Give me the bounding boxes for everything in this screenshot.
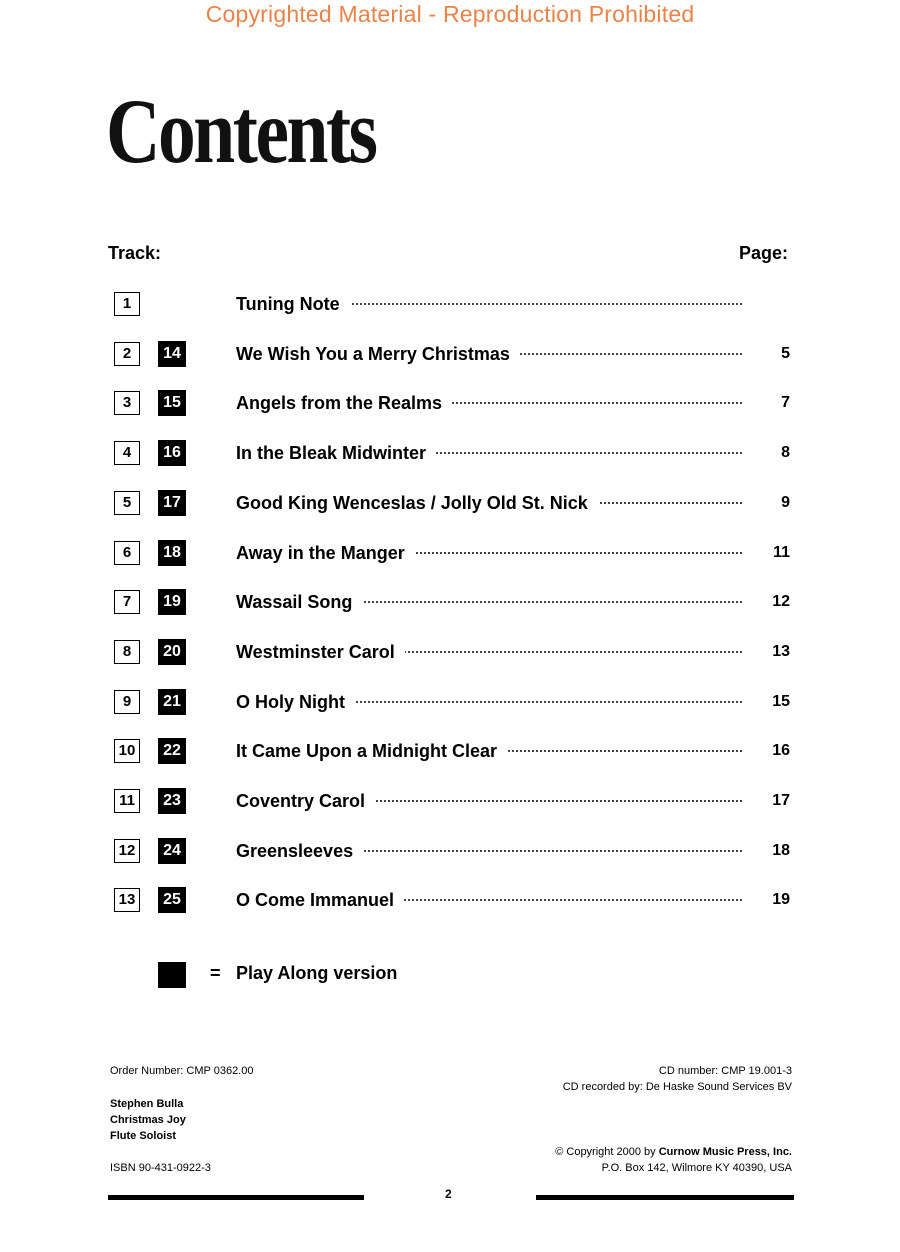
track-number-box: 6 (114, 541, 140, 565)
playalong-track-box: 16 (158, 440, 186, 466)
credit-instrument: Flute Soloist (110, 1130, 176, 1142)
page-number-ref: 16 (772, 742, 790, 759)
order-number: Order Number: CMP 0362.00 (110, 1065, 254, 1077)
song-title: Tuning Note (236, 291, 350, 317)
cd-number: CD number: CMP 19.001-3 (658, 1065, 792, 1077)
playalong-track-box: 18 (158, 540, 186, 566)
toc-row (0, 390, 900, 420)
track-header: Track: (108, 243, 162, 263)
song-title: It Came Upon a Midnight Clear (236, 738, 507, 764)
track-number-box: 12 (114, 839, 140, 863)
page-number-ref: 11 (773, 544, 790, 561)
cd-recorded: CD recorded by: De Haske Sound Services BV (562, 1081, 792, 1093)
song-title: We Wish You a Merry Christmas (236, 341, 520, 367)
page-number-ref: 19 (772, 891, 790, 908)
publisher-address: P.O. Box 142, Wilmore KY 40390, USA (601, 1162, 792, 1174)
toc-row (0, 639, 900, 669)
publisher-name: Curnow Music Press, Inc. (658, 1146, 792, 1158)
playalong-track-box: 24 (158, 838, 186, 864)
toc-row (0, 887, 900, 917)
track-number-box: 4 (114, 441, 140, 465)
toc-row (0, 589, 900, 619)
playalong-track-box: 15 (158, 390, 186, 416)
playalong-track-box: 17 (158, 490, 186, 516)
page-number-ref: 12 (772, 593, 790, 610)
toc-row (0, 689, 900, 719)
toc-row (0, 838, 900, 868)
song-title: Good King Wenceslas / Jolly Old St. Nick (236, 490, 598, 516)
copyright-line (555, 1144, 792, 1161)
toc-row (0, 440, 900, 470)
page-number-ref: 8 (781, 444, 790, 461)
isbn: ISBN 90-431-0922-3 (110, 1162, 211, 1174)
song-title: Coventry Carol (236, 788, 375, 814)
song-title: O Holy Night (236, 689, 355, 715)
playalong-track-box: 21 (158, 689, 186, 715)
song-title: Away in the Manger (236, 540, 415, 566)
track-number-box: 13 (114, 888, 140, 912)
song-title: Greensleeves (236, 838, 363, 864)
song-title: O Come Immanuel (236, 887, 404, 913)
page-number-ref: 7 (781, 394, 790, 411)
page-number-ref: 5 (781, 345, 790, 362)
song-title: Westminster Carol (236, 639, 405, 665)
track-number-box: 2 (114, 342, 140, 366)
playalong-track-box: 22 (158, 738, 186, 764)
footer-rule-right (536, 1195, 794, 1200)
page-number-ref: 13 (772, 643, 790, 660)
track-number-box: 11 (114, 789, 140, 813)
footer-rule-left (108, 1195, 364, 1200)
playalong-legend-box (158, 962, 186, 988)
toc-row (0, 540, 900, 570)
toc-row (0, 788, 900, 818)
track-number-box: 1 (114, 292, 140, 316)
toc-row (0, 490, 900, 520)
track-number-box: 7 (114, 590, 140, 614)
copyright-prefix: © Copyright 2000 by (555, 1146, 656, 1158)
page-number-ref: 15 (772, 693, 790, 710)
track-number-box: 8 (114, 640, 140, 664)
playalong-track-box: 19 (158, 589, 186, 615)
track-number-box: 9 (114, 690, 140, 714)
page-number-ref: 18 (772, 842, 790, 859)
track-number-box: 3 (114, 391, 140, 415)
toc-row (0, 738, 900, 768)
song-title: Angels from the Realms (236, 390, 452, 416)
page-number-ref: 9 (781, 494, 790, 511)
toc-row (0, 291, 900, 321)
song-title: In the Bleak Midwinter (236, 440, 436, 466)
page-number-ref: 17 (772, 792, 790, 809)
credit-composer: Stephen Bulla (110, 1098, 184, 1110)
page-title: Contents (106, 80, 376, 182)
legend-text: Play Along version (236, 963, 398, 983)
playalong-track-box: 25 (158, 887, 186, 913)
track-number-box: 5 (114, 491, 140, 515)
page-number: 2 (445, 1187, 452, 1201)
playalong-track-box: 20 (158, 639, 186, 665)
page-header: Page: (738, 243, 788, 263)
watermark-text: Copyrighted Material - Reproduction Prohibited (205, 1, 695, 27)
track-number-box: 10 (114, 739, 140, 763)
credit-book: Christmas Joy (110, 1114, 186, 1126)
toc-row (0, 341, 900, 371)
playalong-track-box: 23 (158, 788, 186, 814)
legend-equals: = (210, 963, 221, 983)
song-title: Wassail Song (236, 589, 362, 615)
playalong-track-box: 14 (158, 341, 186, 367)
